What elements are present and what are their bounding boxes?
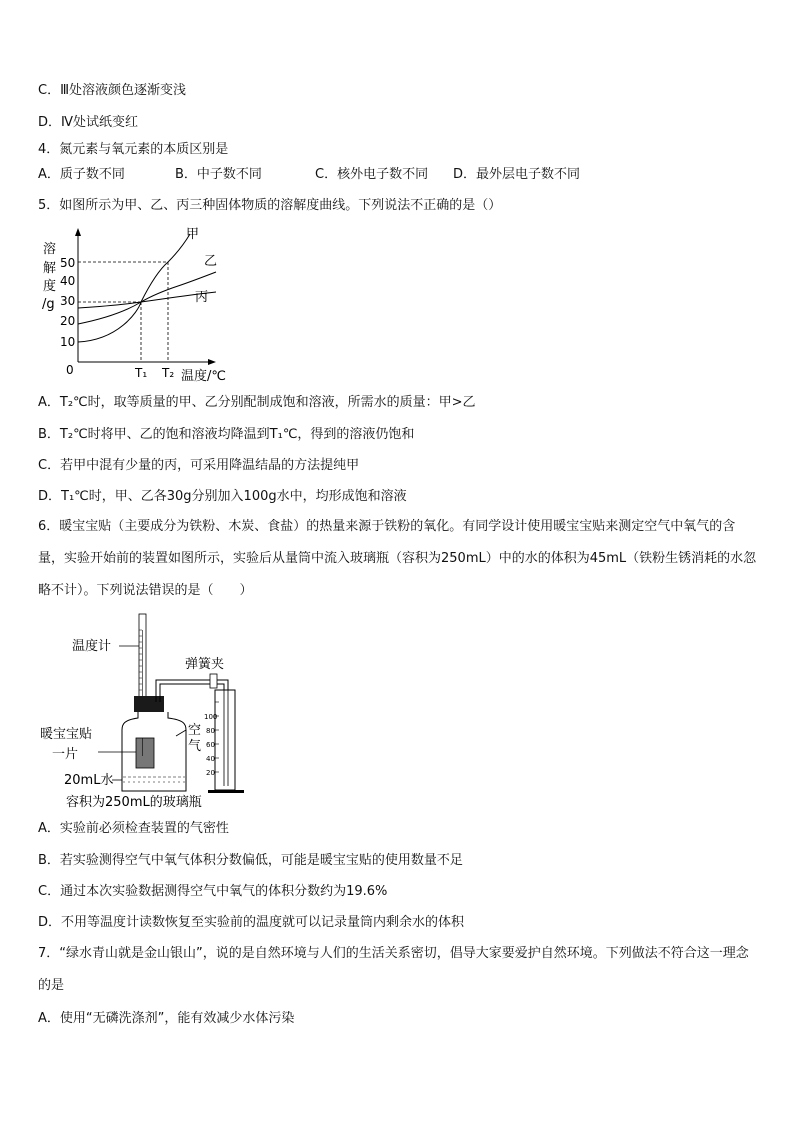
label-bing: 丙 — [195, 290, 209, 305]
xtick-t2: T₂ — [162, 366, 175, 380]
solubility-chart — [38, 222, 238, 384]
water-label: 20mL水 — [64, 773, 114, 788]
q3-option-d: D．Ⅳ处试纸变红 — [38, 115, 139, 130]
xtick-t1: T₁ — [135, 366, 148, 380]
ytick-20: 20 — [60, 314, 76, 328]
graduated-cylinder — [215, 690, 235, 790]
ytick-50: 50 — [60, 256, 76, 270]
ytick-40: 40 — [60, 274, 76, 288]
q5-option-b: B．T₂℃时将甲、乙的饱和溶液均降温到T₁℃，得到的溶液仍饱和 — [38, 427, 415, 442]
q6-stem: 6．暖宝宝贴（主要成分为铁粉、木炭、食盐）的热量来源于铁粉的氧化。有同学设计使用暖宝宝贴来测定空气中氧气的含量，实验开始前的装置如图所示，实验后从量筒中流入玻璃瓶（容积为250mL）中的水的体积为45mL（铁粉生锈消耗的水忽略不计）。下列说法错误的是（ ） — [38, 519, 757, 598]
ylabel-char-1: 溶 — [43, 242, 57, 257]
q4-option-a: A．质子数不同 — [38, 167, 125, 182]
q7-option-a: A．使用“无磷洗涤剂”，能有效减少水体污染 — [38, 1011, 295, 1026]
patch-label-2: 一片 — [52, 747, 79, 762]
cylinder-mark-40: 40 — [206, 755, 215, 763]
q5-option-c: C．若甲中混有少量的丙，可采用降温结晶的方法提纯甲 — [38, 458, 360, 473]
xlabel: 温度/℃ — [181, 369, 226, 384]
label-yi: 乙 — [204, 254, 218, 269]
ytick-30: 30 — [60, 294, 76, 308]
q6-option-a: A．实验前必须检查装置的气密性 — [38, 821, 229, 836]
hand-warmer-patch — [136, 738, 154, 768]
q4-option-c: C．核外电子数不同 — [315, 167, 429, 182]
cylinder-mark-80: 80 — [206, 727, 215, 735]
clip-label: 弹簧夹 — [185, 657, 225, 672]
cylinder-mark-100: 100 — [204, 713, 218, 721]
spring-clip — [210, 674, 217, 688]
ylabel-char-3: 度 — [43, 279, 57, 294]
y-axis-arrow — [75, 228, 81, 236]
q4-stem: 4．氮元素与氧元素的本质区别是 — [38, 142, 229, 157]
q6-option-b: B．若实验测得空气中氧气体积分数偏低，可能是暖宝宝贴的使用数量不足 — [38, 853, 463, 868]
q3-option-c: C．Ⅲ处溶液颜色逐渐变浅 — [38, 83, 187, 98]
ylabel-char-4: /g — [42, 297, 55, 312]
thermometer-label: 温度计 — [72, 639, 112, 654]
q5-stem: 5．如图所示为甲、乙、丙三种固体物质的溶解度曲线。下列说法不正确的是（） — [38, 198, 502, 213]
label-jia: 甲 — [186, 227, 200, 242]
origin-label: 0 — [66, 363, 74, 377]
q4-option-d: D．最外层电子数不同 — [453, 167, 581, 182]
q7-stem: 7．“绿水青山就是金山银山”，说的是自然环境与人们的生活关系密切，倡导大家要爱护自然环境。下列做法不符合这一理念的是 — [38, 946, 749, 993]
apparatus-diagram — [38, 610, 268, 815]
q4-option-b: B．中子数不同 — [175, 167, 262, 182]
ylabel-char-2: 解 — [43, 261, 57, 276]
q5-option-d: D．T₁℃时，甲、乙各30g分别加入100g水中，均形成饱和溶液 — [38, 489, 407, 504]
bottle-caption: 容积为250mL的玻璃瓶 — [66, 795, 202, 810]
q6-option-c: C．通过本次实验数据测得空气中氧气的体积分数约为19.6% — [38, 884, 388, 899]
cylinder-mark-20: 20 — [206, 769, 215, 777]
ytick-10: 10 — [60, 335, 76, 349]
cylinder-mark-60: 60 — [206, 741, 215, 749]
x-axis-arrow — [208, 359, 216, 365]
q6-option-d: D．不用等温度计读数恢复至实验前的温度就可以记录量筒内剩余水的体积 — [38, 915, 465, 930]
air-label-1: 空 — [188, 723, 202, 738]
q5-option-a: A．T₂℃时，取等质量的甲、乙分别配制成饱和溶液，所需水的质量：甲>乙 — [38, 395, 476, 410]
patch-label-1: 暖宝宝贴 — [40, 727, 93, 742]
air-label-2: 气 — [188, 739, 202, 754]
